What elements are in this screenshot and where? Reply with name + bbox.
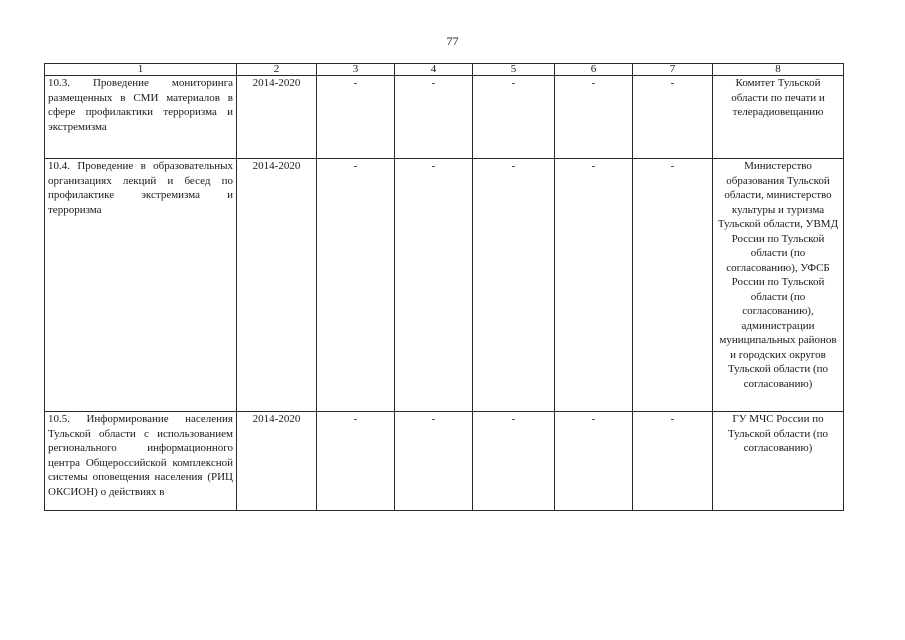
column-header: 5 <box>473 64 555 76</box>
table-cell: - <box>633 412 713 511</box>
column-header: 2 <box>237 64 317 76</box>
table-cell: - <box>555 159 633 412</box>
page-number: 77 <box>446 34 459 48</box>
table-row <box>45 76 844 159</box>
table-cell: - <box>395 159 473 412</box>
activity-description: 10.4. Проведение в образовательных организациях лекций и бесед по профилактике экстремизма и терроризма <box>45 159 237 412</box>
activity-period: 2014-2020 <box>237 76 317 159</box>
table-cell: - <box>395 76 473 159</box>
table-cell: - <box>473 76 555 159</box>
table-cell: - <box>633 76 713 159</box>
activity-period: 2014-2020 <box>237 159 317 412</box>
activity-description: 10.5. Информирование населения Тульской области с использованием регионального информационного центра Общероссийской комплексной системы оповещения населения (РИЦ ОКСИОН) о действиях в <box>48 413 233 498</box>
table-cell: - <box>633 159 713 412</box>
table-cell: - <box>473 159 555 412</box>
table-header-row <box>45 64 844 76</box>
activity-period: 2014-2020 <box>237 412 317 511</box>
column-header: 6 <box>555 64 633 76</box>
table-cell: - <box>555 76 633 159</box>
program-activities-table <box>44 63 844 511</box>
column-header: 1 <box>45 64 237 76</box>
table-cell: - <box>317 76 395 159</box>
table-cell: - <box>317 159 395 412</box>
activity-executor: Министерство образования Тульской области, министерство культуры и туризма Тульской области, УВМД России по Тульской области (по согласованию), УФСБ России по Тульской области (по согласованию), администрации муниципальных районов и городских округов Тульской области (по согласованию) <box>713 159 844 412</box>
table-cell: - <box>473 412 555 511</box>
table-row <box>45 159 844 412</box>
activity-description: 10.3. Проведение мониторинга размещенных в СМИ материалов в сфере профилактики терроризма и экстремизма <box>45 76 237 159</box>
table-cell: - <box>395 412 473 511</box>
column-header: 4 <box>395 64 473 76</box>
column-header: 3 <box>317 64 395 76</box>
activity-description-cell <box>45 412 237 511</box>
column-header: 7 <box>633 64 713 76</box>
column-header: 8 <box>713 64 844 76</box>
table-cell: - <box>317 412 395 511</box>
activity-executor: Комитет Тульской области по печати и телерадиовещанию <box>713 76 844 159</box>
table-row <box>45 412 844 511</box>
activity-executor: ГУ МЧС России по Тульской области (по согласованию) <box>713 412 844 511</box>
table-cell: - <box>555 412 633 511</box>
